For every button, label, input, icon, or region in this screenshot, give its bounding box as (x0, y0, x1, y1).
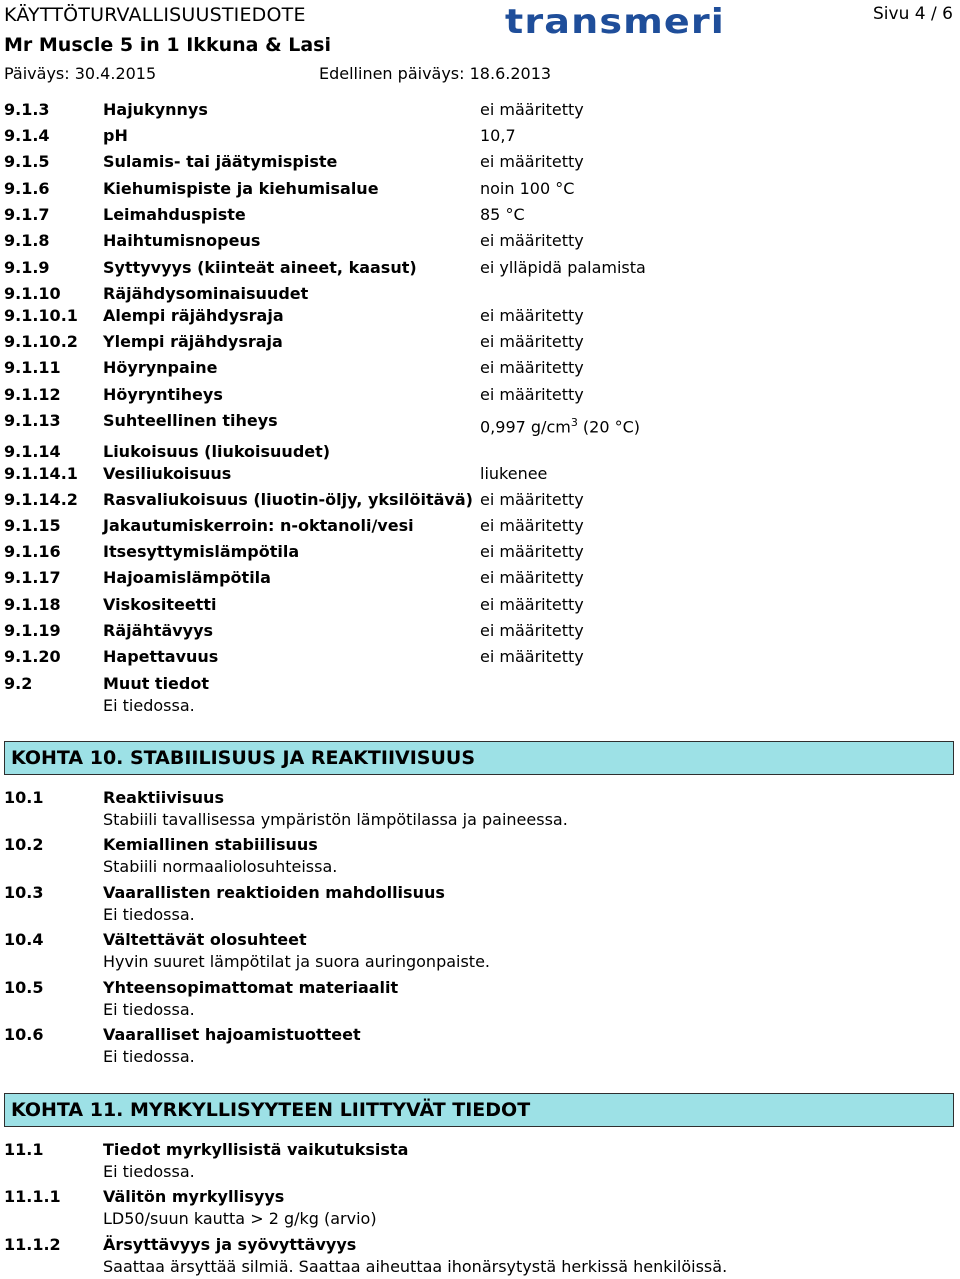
row-number: 9.1.14.2 (4, 490, 78, 509)
item-text: Ei tiedossa. (103, 1162, 195, 1181)
section-11-header (4, 1093, 954, 1127)
section-10-title: KOHTA 10. STABIILISUUS JA REAKTIIVISUUS (11, 747, 476, 769)
row-value: 10,7 (480, 126, 516, 145)
row-value: ei ylläpidä palamista (480, 258, 646, 277)
row-label: Suhteellinen tiheys (103, 411, 278, 430)
item-text: Ei tiedossa. (103, 905, 195, 924)
row-number: 9.1.7 (4, 205, 50, 224)
row-label: Ylempi räjähdysraja (103, 332, 283, 351)
row-number: 9.1.19 (4, 621, 61, 640)
row-label: Leimahduspiste (103, 205, 246, 224)
item-heading: Vältettävät olosuhteet (103, 930, 307, 949)
item-number: 11.1 (4, 1140, 44, 1159)
row-number: 9.1.12 (4, 385, 61, 404)
item-number: 11.1.2 (4, 1235, 61, 1254)
row-value: ei määritetty (480, 358, 584, 377)
row-label: Höyrynpaine (103, 358, 218, 377)
row-label: Viskositeetti (103, 595, 217, 614)
document-title: KÄYTTÖTURVALLISUUSTIEDOTE (4, 4, 306, 26)
row-number: 9.1.18 (4, 595, 61, 614)
item-heading: Yhteensopimattomat materiaalit (103, 978, 399, 997)
item-heading: Vaarallisten reaktioiden mahdollisuus (103, 883, 445, 902)
transmeri-logo (505, 4, 727, 38)
row-value: 85 °C (480, 205, 525, 224)
row-label: Liukoisuus (liukoisuudet) (103, 442, 331, 461)
row-number: 9.1.6 (4, 179, 50, 198)
row-value: ei määritetty (480, 595, 584, 614)
row-number: 9.1.11 (4, 358, 61, 377)
row-value: noin 100 °C (480, 179, 575, 198)
svg-text:transmeri: transmeri (505, 4, 725, 38)
section-11-title: KOHTA 11. MYRKYLLISYYTEEN LIITTYVÄT TIEDOT (11, 1099, 531, 1121)
row-number: 9.2 (4, 674, 33, 693)
item-text: Hyvin suuret lämpötilat ja suora auringonpaiste. (103, 952, 491, 971)
row-number: 9.1.9 (4, 258, 50, 277)
item-heading: Vaaralliset hajoamistuotteet (103, 1025, 361, 1044)
row-value: ei määritetty (480, 306, 584, 325)
item-text: Saattaa ärsyttää silmiä. Saattaa aiheuttaa ihonärsytystä herkissä henkilöissä. (103, 1257, 728, 1276)
item-text: LD50/suun kautta > 2 g/kg (arvio) (103, 1209, 377, 1228)
row-number: 9.1.16 (4, 542, 61, 561)
row-label: pH (103, 126, 128, 145)
row-value: ei määritetty (480, 100, 584, 119)
row-label: Jakautumiskerroin: n-oktanoli/vesi (103, 516, 414, 535)
row-value: ei määritetty (480, 542, 584, 561)
item-text: Ei tiedossa. (103, 1047, 195, 1066)
item-number: 10.2 (4, 835, 44, 854)
row-label: Hajukynnys (103, 100, 208, 119)
row-number: 9.1.20 (4, 647, 61, 666)
row-number: 9.1.3 (4, 100, 50, 119)
item-text: Ei tiedossa. (103, 1000, 195, 1019)
row-label: Muut tiedot (103, 674, 209, 693)
other-info-text: Ei tiedossa. (103, 696, 195, 715)
page-number: Sivu 4 / 6 (873, 4, 953, 24)
row-label: Hapettavuus (103, 647, 219, 666)
row-value: ei määritetty (480, 621, 584, 640)
issue-date: Päiväys: 30.4.2015 (4, 64, 157, 83)
row-number: 9.1.14.1 (4, 464, 78, 483)
item-text: Stabiili tavallisessa ympäristön lämpötilassa ja paineessa. (103, 810, 568, 829)
row-number: 9.1.10 (4, 284, 61, 303)
previous-date: Edellinen päiväys: 18.6.2013 (319, 64, 552, 83)
item-heading: Tiedot myrkyllisistä vaikutuksista (103, 1140, 409, 1159)
row-number: 9.1.15 (4, 516, 61, 535)
row-label: Haihtumisnopeus (103, 231, 261, 250)
item-number: 10.3 (4, 883, 44, 902)
item-number: 10.4 (4, 930, 44, 949)
row-label: Itsesyttymislämpötila (103, 542, 300, 561)
row-number: 9.1.10.1 (4, 306, 78, 325)
row-value: ei määritetty (480, 647, 584, 666)
item-number: 11.1.1 (4, 1187, 61, 1206)
row-label: Hajoamislämpötila (103, 568, 271, 587)
row-label: Höyryntiheys (103, 385, 223, 404)
row-number: 9.1.8 (4, 231, 50, 250)
row-number: 9.1.17 (4, 568, 61, 587)
row-number: 9.1.14 (4, 442, 61, 461)
row-label: Alempi räjähdysraja (103, 306, 284, 325)
row-value: ei määritetty (480, 568, 584, 587)
item-number: 10.5 (4, 978, 44, 997)
product-name: Mr Muscle 5 in 1 Ikkuna & Lasi (4, 34, 331, 56)
item-heading: Ärsyttävyys ja syövyttävyys (103, 1235, 357, 1254)
row-value: ei määritetty (480, 231, 584, 250)
row-value: ei määritetty (480, 332, 584, 351)
row-number: 9.1.4 (4, 126, 50, 145)
row-number: 9.1.13 (4, 411, 61, 430)
row-value: ei määritetty (480, 490, 584, 509)
row-value: liukenee (480, 464, 548, 483)
density-value: 0,997 $g/cm^3$ (20 °C) (480, 416, 641, 437)
item-number: 10.6 (4, 1025, 44, 1044)
row-number: 9.1.10.2 (4, 332, 78, 351)
row-value: ei määritetty (480, 385, 584, 404)
row-number: 9.1.5 (4, 152, 50, 171)
row-label: Kiehumispiste ja kiehumisalue (103, 179, 379, 198)
row-label: Syttyvyys (kiinteät aineet, kaasut) (103, 258, 417, 277)
row-label: Vesiliukoisuus (103, 464, 232, 483)
row-label: Räjähdysominaisuudet (103, 284, 309, 303)
item-heading: Reaktiivisuus (103, 788, 224, 807)
row-value: ei määritetty (480, 152, 584, 171)
item-heading: Välitön myrkyllisyys (103, 1187, 285, 1206)
row-label: Sulamis- tai jäätymispiste (103, 152, 338, 171)
item-heading: Kemiallinen stabiilisuus (103, 835, 318, 854)
section-10-header (4, 741, 954, 775)
item-number: 10.1 (4, 788, 44, 807)
row-label: Räjähtävyys (103, 621, 214, 640)
row-value: ei määritetty (480, 516, 584, 535)
row-label: Rasvaliukoisuus (liuotin-öljy, yksilöitävä) (103, 490, 473, 509)
item-text: Stabiili normaaliolosuhteissa. (103, 857, 338, 876)
